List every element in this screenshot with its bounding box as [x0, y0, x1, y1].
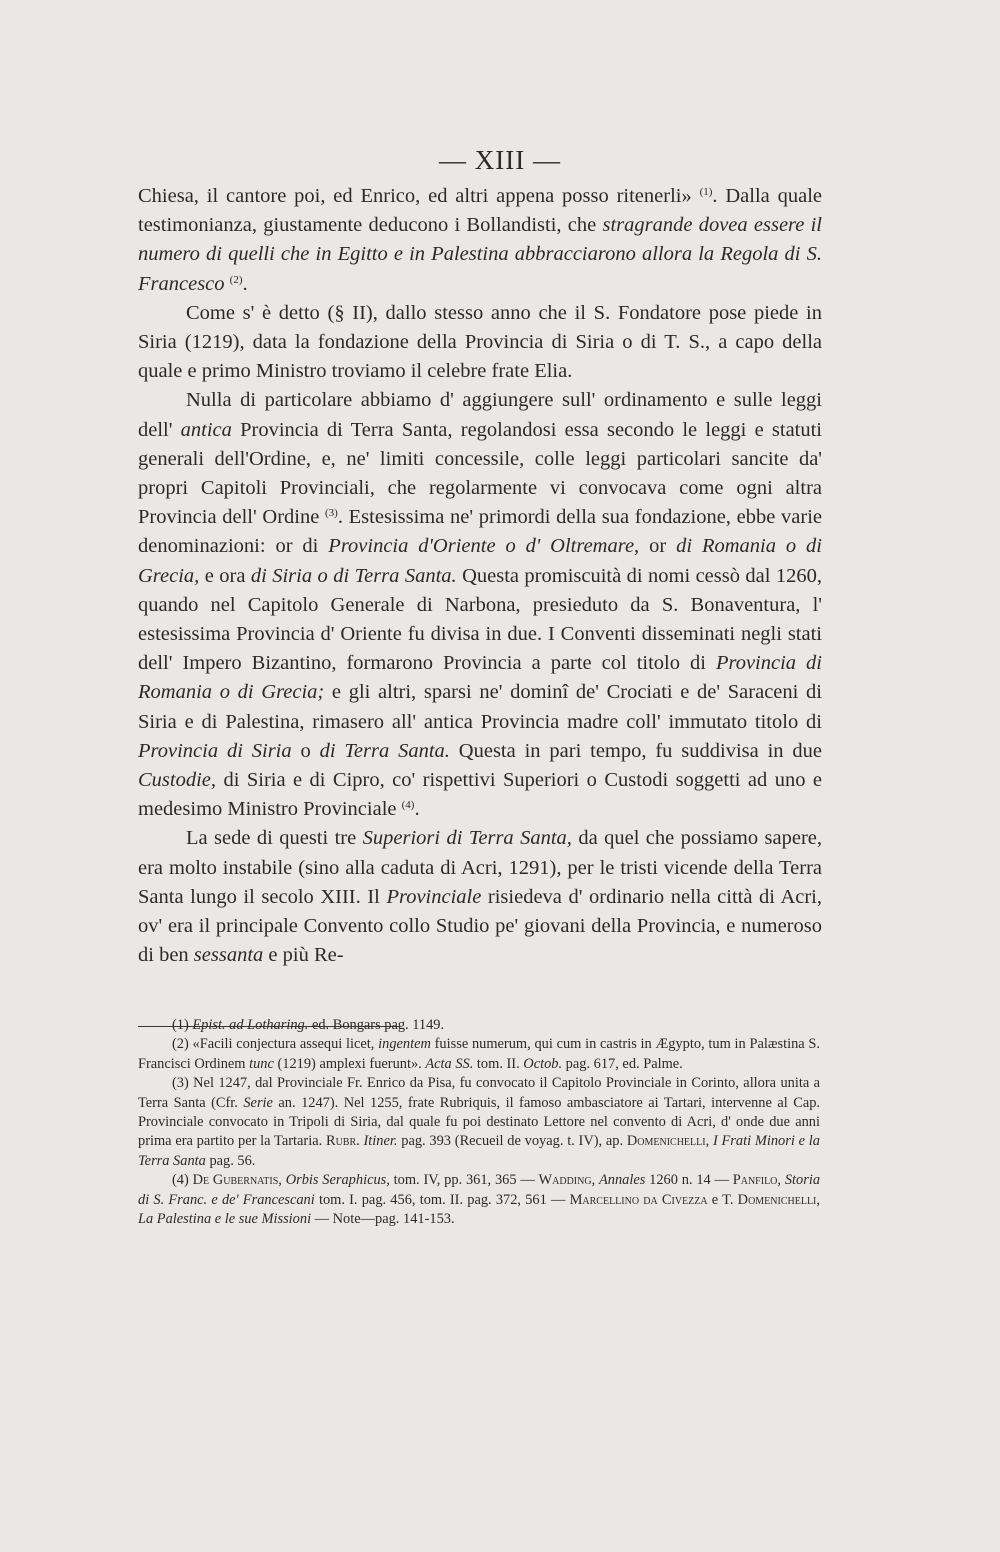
italic-text: Itiner. — [363, 1133, 398, 1150]
italic-text: La Palestina e le sue Missioni — [138, 1211, 312, 1228]
italic-text: Provincia di Romania o di Grecia; — [138, 652, 822, 704]
italic-text: di Terra Santa. — [319, 739, 450, 762]
italic-text: I Frati Minori e la Terra Santa — [138, 1133, 820, 1169]
small-caps-text: Panfilo, — [732, 1172, 782, 1189]
italic-text: ingentem — [378, 1036, 431, 1053]
italic-text: di Romania o di Grecia, — [138, 535, 822, 587]
italic-text: Annales — [598, 1172, 646, 1189]
footnote-ref: (2) — [229, 273, 243, 286]
paragraph-3: Nulla di particolare abbiamo d' aggiungere sull' ordinamento e sulle leggi dell' antica Provincia di Terra Santa, regolandosi essa secondo le leggi e statuti generali dell'Ordine, e, ne' limiti concessile, colle leggi particolari sancite da' propri Capitoli Provinciali, che regolarmente vi convocava come ogni altra Provincia dell' Ordine $^{(3)}$. Estesissima ne' primordi della sua fondazione, ebbe varie denominazioni: or di Provincia d'Oriente o d' Oltremare, or di Romania o di Grecia, e ora di Siria o di Terra Santa. Questa promiscuità di nomi cessò dal 1260, quando nel Capitolo Generale di Narbona, presieduto da S. Bonaventura, l' estesissima Provincia d' Oriente fu divisa in due. I Conventi disseminati negli stati dell' Impero Bizantino, formarono Provincia a parte col titolo di Provincia di Romania o di Grecia; e gli altri, sparsi ne' dominî de' Crociati e de' Saraceni di Siria e di Palestina, rimasero all' antica Provincia madre coll' immutato titolo di Provincia di Siria o di Terra Santa. Questa in pari tempo, fu suddivisa in due Custodie, di Siria e di Cipro, co' rispettivi Superiori o Custodi soggetti ad uno e medesimo Ministro Provinciale $^{(4)}$. — [138, 389, 823, 821]
small-caps-text: De Gubernatis, — [192, 1172, 282, 1189]
footnote-2: (2) «Facili conjectura assequi licet, ingentem fuisse numerum, qui cum in castris in Ægypto, tum in Palæstina S. Francisci Ordinem tunc (1219) amplexi fuerunt». Acta SS. tom. II. Octob. pag. 617, ed. Palme. — [138, 1036, 820, 1072]
italic-text: Custodie, — [138, 769, 217, 792]
footnote-ref: (4) — [401, 799, 415, 812]
footnote-ref: (3) — [325, 507, 338, 520]
paragraph-4: La sede di questi tre Superiori di Terra Santa, da quel che possiamo sapere, era molto instabile (sino alla caduta di Acri, 1291), per le tristi vicende della Terra Santa lungo il secolo XIII. Il Provinciale risiedeva d' ordinario nella città di Acri, ov' era il principale Convento collo Studio pe' giovani della Provincia, e numeroso di ben sessanta e più Re- — [138, 827, 822, 967]
small-caps-text: Domenichelli, — [737, 1191, 820, 1208]
paragraph-1: Chiesa, il cantore poi, ed Enrico, ed altri appena posso ritenerli» $^{(1)}$. Dalla quale testimonianza, giustamente deducono i Bollandisti, che stragrande dovea essere il numero di quelli che in Egitto e in Palestina abbracciarono allora la Regola di S. Francesco $^{(2)}$. — [138, 185, 822, 295]
italic-text: antica — [180, 418, 232, 441]
italic-text: Provincia di Siria — [138, 739, 292, 762]
small-caps-text: Marcellino da Civezza — [569, 1191, 708, 1208]
italic-text: Acta SS. — [425, 1055, 474, 1072]
footnote-1: (1) Epist. ad Lotharing. ed. Bongars pag. 1149. — [172, 1017, 445, 1033]
italic-text: stragrande dovea essere il numero di quelli che in Egitto e in Palestina abbracciarono allora la Regola di S. Francesco — [138, 214, 822, 295]
italic-text: sessanta — [193, 944, 264, 967]
footnotes — [138, 1016, 820, 1229]
italic-text: Epist. ad Lotharing. — [192, 1017, 309, 1033]
italic-text: Provinciale — [386, 885, 482, 908]
italic-text: Storia di S. Franc. e de' Francescani — [138, 1172, 821, 1208]
italic-text: Provincia d'Oriente o d' Oltremare, — [328, 535, 640, 558]
footnote-ref: (1) — [699, 186, 713, 198]
italic-text: Orbis Seraphicus, — [285, 1172, 390, 1189]
small-caps-text: Domenichelli, — [626, 1133, 710, 1150]
small-caps-text: Wadding, — [538, 1172, 596, 1189]
italic-text: tunc — [249, 1055, 274, 1072]
paragraph-2: Come s' è detto (§ II), dallo stesso anno che il S. Fondatore pose piede in Siria (1219), data la fondazione della Provincia di Siria o di T. S., a capo della quale e primo Ministro troviamo il celebre frate Elia. — [138, 301, 822, 383]
main-text — [138, 182, 822, 970]
page-number: — XIII — — [439, 145, 561, 175]
italic-text: di Siria o di Terra Santa. — [250, 564, 457, 587]
italic-text: Octob. — [523, 1055, 563, 1072]
footnote-4: (4) De Gubernatis, Orbis Seraphicus, tom. IV, pp. 361, 365 — Wadding, Annales 1260 n. 14 — Panfilo, Storia di S. Franc. e de' Francescani tom. I. pag. 456, tom. II. pag. 372, 561 — Marcellino da Civezza e T. Domenichelli, La Palestina e le sue Missioni — Note—pag. 141-153. — [138, 1172, 821, 1228]
italic-text: Serie — [243, 1094, 273, 1111]
footnote-3: (3) Nel 1247, dal Provinciale Fr. Enrico da Pisa, fu convocato il Capitolo Provinciale in Corinto, allora unita a Terra Santa (Cfr. Serie an. 1247). Nel 1255, frate Rubriquis, il famoso ambasciatore ai Tartari, intervenne al Cap. Provinciale convocato in Tripoli di Siria, dal quale fu poi destinato Lettore nel convento di Acri, d' onde due anni prima era partito per la Tartaria. Rubr. Itiner. pag. 393 (Recueil de voyag. t. IV), ap. Domenichelli, I Frati Minori e la Terra Santa pag. 56. — [138, 1075, 820, 1169]
small-caps-text: Rubr. — [325, 1133, 360, 1150]
italic-text: Superiori di Terra Santa, — [362, 827, 572, 850]
